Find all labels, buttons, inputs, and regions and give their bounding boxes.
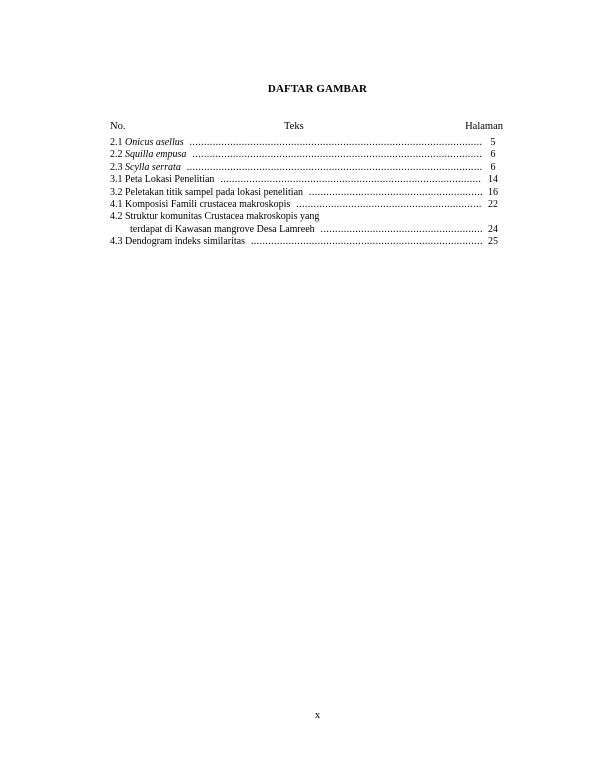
entry-label: Komposisi Famili crustacea makroskopis [125,198,291,210]
entry-label: Peta Lokasi Penelitian [125,174,215,186]
entry-number: 2.2 [110,149,123,161]
column-header-no: No. [110,121,126,132]
entry-label: Scylla serrata [125,161,181,173]
page-number: x [314,710,321,721]
list-item [110,137,503,149]
entry-number: 4.1 [110,198,123,210]
entry-number: 3.2 [110,186,123,198]
entry-label: Onicus asellus [125,137,184,148]
list-item [110,162,503,174]
list-item [110,211,503,223]
entry-page: 22 [488,198,498,210]
entry-label: Dendogram indeks similaritas [125,236,245,248]
entry-label: Squilla empusa [125,149,187,161]
list-item [110,187,503,199]
entry-page: 6 [490,149,496,161]
entry-page: 14 [488,174,498,186]
page-title: DAFTAR GAMBAR [267,83,368,95]
list-item [110,174,503,186]
entry-number: 3.1 [110,174,123,186]
list-item [110,236,503,248]
entry-label-continuation: terdapat di Kawasan mangrove Desa Lamreeh [130,223,315,235]
figure-list [110,137,503,249]
entry-number: 4.3 [110,236,123,248]
entry-number: 2.1 [110,137,123,148]
entry-page: 16 [488,186,498,198]
entry-page: 6 [490,161,496,173]
list-item [110,199,503,211]
entry-number: 4.2 [110,211,123,223]
entry-page: 5 [490,137,496,148]
list-item-continuation [110,224,503,236]
entry-label: Struktur komunitas Crustacea makroskopis yang [125,211,320,223]
entry-page: 25 [488,236,498,248]
column-header-halaman: Halaman [465,121,503,132]
entry-number: 2.3 [110,161,123,173]
entry-label: Peletakan titik sampel pada lokasi penelitian [125,186,304,198]
entry-page: 24 [488,223,498,235]
table-header [110,121,503,135]
column-header-teks: Teks [284,121,304,132]
list-item [110,149,503,161]
